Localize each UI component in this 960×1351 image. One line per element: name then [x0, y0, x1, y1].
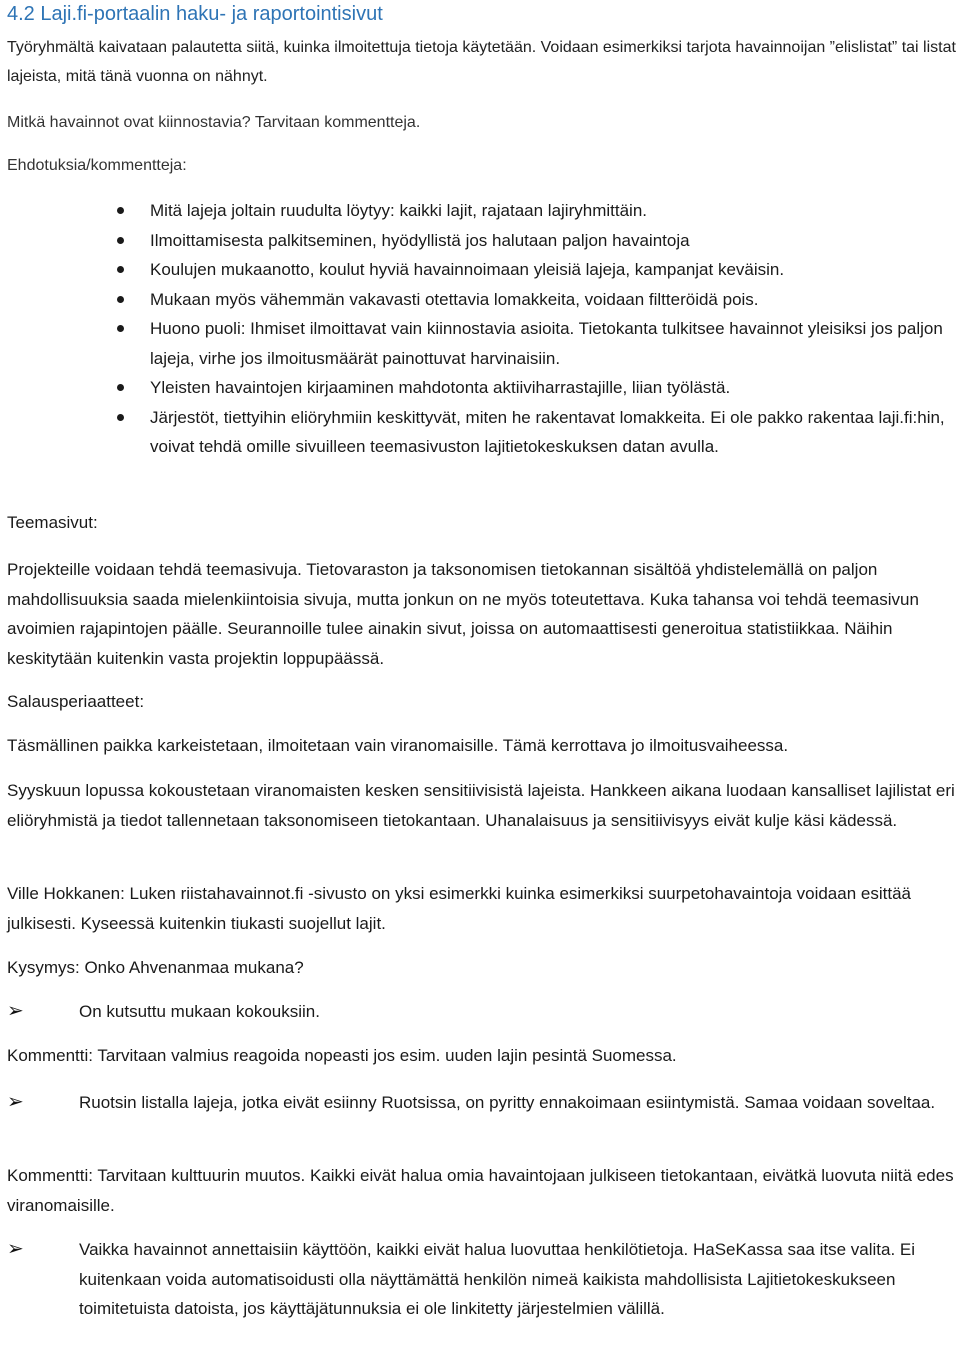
- list-item: Yleisten havaintojen kirjaaminen mahdotonta aktiiviharrastajille, liian työlästä.: [7, 373, 957, 403]
- question-aland: Kysymys: Onko Ahvenanmaa mukana?: [7, 958, 304, 977]
- bullet-icon: [117, 325, 124, 332]
- list-item: Mukaan myös vähemmän vakavasti otettavia lomakkeita, voidaan filtteröidä pois.: [7, 285, 957, 315]
- bullet-icon: [117, 296, 124, 303]
- suggestions-label: Ehdotuksia/kommentteja:: [7, 157, 187, 174]
- list-item: Mitä lajeja joltain ruudulta löytyy: kaikki lajit, rajataan lajiryhmittäin.: [7, 196, 957, 226]
- list-item: Huono puoli: Ihmiset ilmoittavat vain kiinnostavia asioita. Tietokanta tulkitsee havainnot yleisiksi jos paljon lajeja, virhe jos ilmoitusmäärät painottuvat harvinaisiin.: [7, 314, 957, 373]
- privacy-paragraph-1: Täsmällinen paikka karkeistetaan, ilmoitetaan vain viranomaisille. Tämä kerrottava jo ilmoitusvaiheessa.: [7, 736, 789, 755]
- privacy-label: Salausperiaatteet:: [7, 692, 145, 711]
- list-item: Järjestöt, tiettyihin eliöryhmiin keskittyvät, miten he rakentavat lomakkeita. Ei ole pakko rakentaa laji.fi:hin, voivat tehdä omille sivuilleen teemasivuston lajitietokeskuksen datan avulla.: [7, 403, 957, 462]
- ville-paragraph: Ville Hokkanen: Luken riistahavainnot.fi -sivusto on yksi esimerkki kuinka esimerkiksi suurpetohavaintoja voidaan esittää julkisesti. Kyseessä kuitenkin tiukasti suojellut lajit.: [7, 884, 911, 933]
- comment-1: Kommentti: Tarvitaan valmius reagoida nopeasti jos esim. uuden lajin pesintä Suomessa.: [7, 1046, 677, 1065]
- arrow-bullet-icon: ➢: [7, 1000, 24, 1022]
- bullet-icon: [117, 266, 124, 273]
- suggestions-list: [7, 196, 957, 462]
- arrow-list-item: ➢ On kutsuttu mukaan kokouksiin.: [7, 997, 957, 1027]
- list-item: Ilmoittamisesta palkitseminen, hyödyllistä jos halutaan paljon havaintoja: [7, 226, 957, 256]
- theme-paragraph: Projekteille voidaan tehdä teemasivuja. Tietovaraston ja taksonomisen tietokannan sisältöä yhdistelemällä on paljon mahdollisuuksia saada mielenkiintoisia sivuja, mutta jonkun on ne myös toteutettava. Kuka tahansa voi tehdä teemasivun avoimien rajapintojen päälle. Seurannoille tulee ainakin sivut, joissa on automaattisesti generoitua statistiikkaa. Näihin keskitytään kuitenkin vasta projektin loppupäässä.: [7, 560, 919, 668]
- bullet-icon: [117, 384, 124, 391]
- bullet-icon: [117, 207, 124, 214]
- arrow-bullet-icon: ➢: [7, 1238, 24, 1260]
- section-heading: 4.2 Laji.fi-portaalin haku- ja raportointisivut: [7, 3, 383, 25]
- arrow-list-item: ➢ Vaikka havainnot annettaisiin käyttöön, kaikki eivät halua luovuttaa henkilötietoja. HaSeKassa saa itse valita. Ei kuitenkaan voida automatisoidusti olla näyttämättä henkilön nimeä kaikista mahdollisista Lajitietokeskukseen toimitetuista datoista, jos käyttäjätunnuksia ei ole linkitetty järjestelmien välillä.: [7, 1235, 957, 1324]
- intro-paragraph: Työryhmältä kaivataan palautetta siitä, kuinka ilmoitettuja tietoja käytetään. Voidaan esimerkiksi tarjota havainnoijan ”elislistat” tai listat lajeista, mitä tänä vuonna on nähnyt.: [7, 39, 956, 85]
- comment-2: Kommentti: Tarvitaan kulttuurin muutos. Kaikki eivät halua omia havaintojaan julkiseen tietokantaan, eivätkä luovuta niitä edes viranomaisille.: [7, 1166, 954, 1215]
- list-item: Koulujen mukaanotto, koulut hyviä havainnoimaan yleisiä lajeja, kampanjat keväisin.: [7, 255, 957, 285]
- privacy-paragraph-2: Syyskuun lopussa kokoustetaan viranomaisten kesken sensitiivisistä lajeista. Hankkeen aikana luodaan kansalliset lajilistat eri eliöryhmistä ja tiedot tallennetaan taksonomiseen tietokantaan. Uhanalaisuus ja sensitiivisyys eivät kulje käsi kädessä.: [7, 781, 955, 830]
- bullet-icon: [117, 237, 124, 244]
- theme-label: Teemasivut:: [7, 513, 98, 532]
- bullet-icon: [117, 414, 124, 421]
- question-text: Mitkä havainnot ovat kiinnostavia? Tarvitaan kommentteja.: [7, 114, 421, 131]
- arrow-bullet-icon: ➢: [7, 1091, 24, 1113]
- arrow-list-item: ➢ Ruotsin listalla lajeja, jotka eivät esiinny Ruotsissa, on pyritty ennakoimaan esiintymistä. Samaa voidaan soveltaa.: [7, 1088, 957, 1118]
